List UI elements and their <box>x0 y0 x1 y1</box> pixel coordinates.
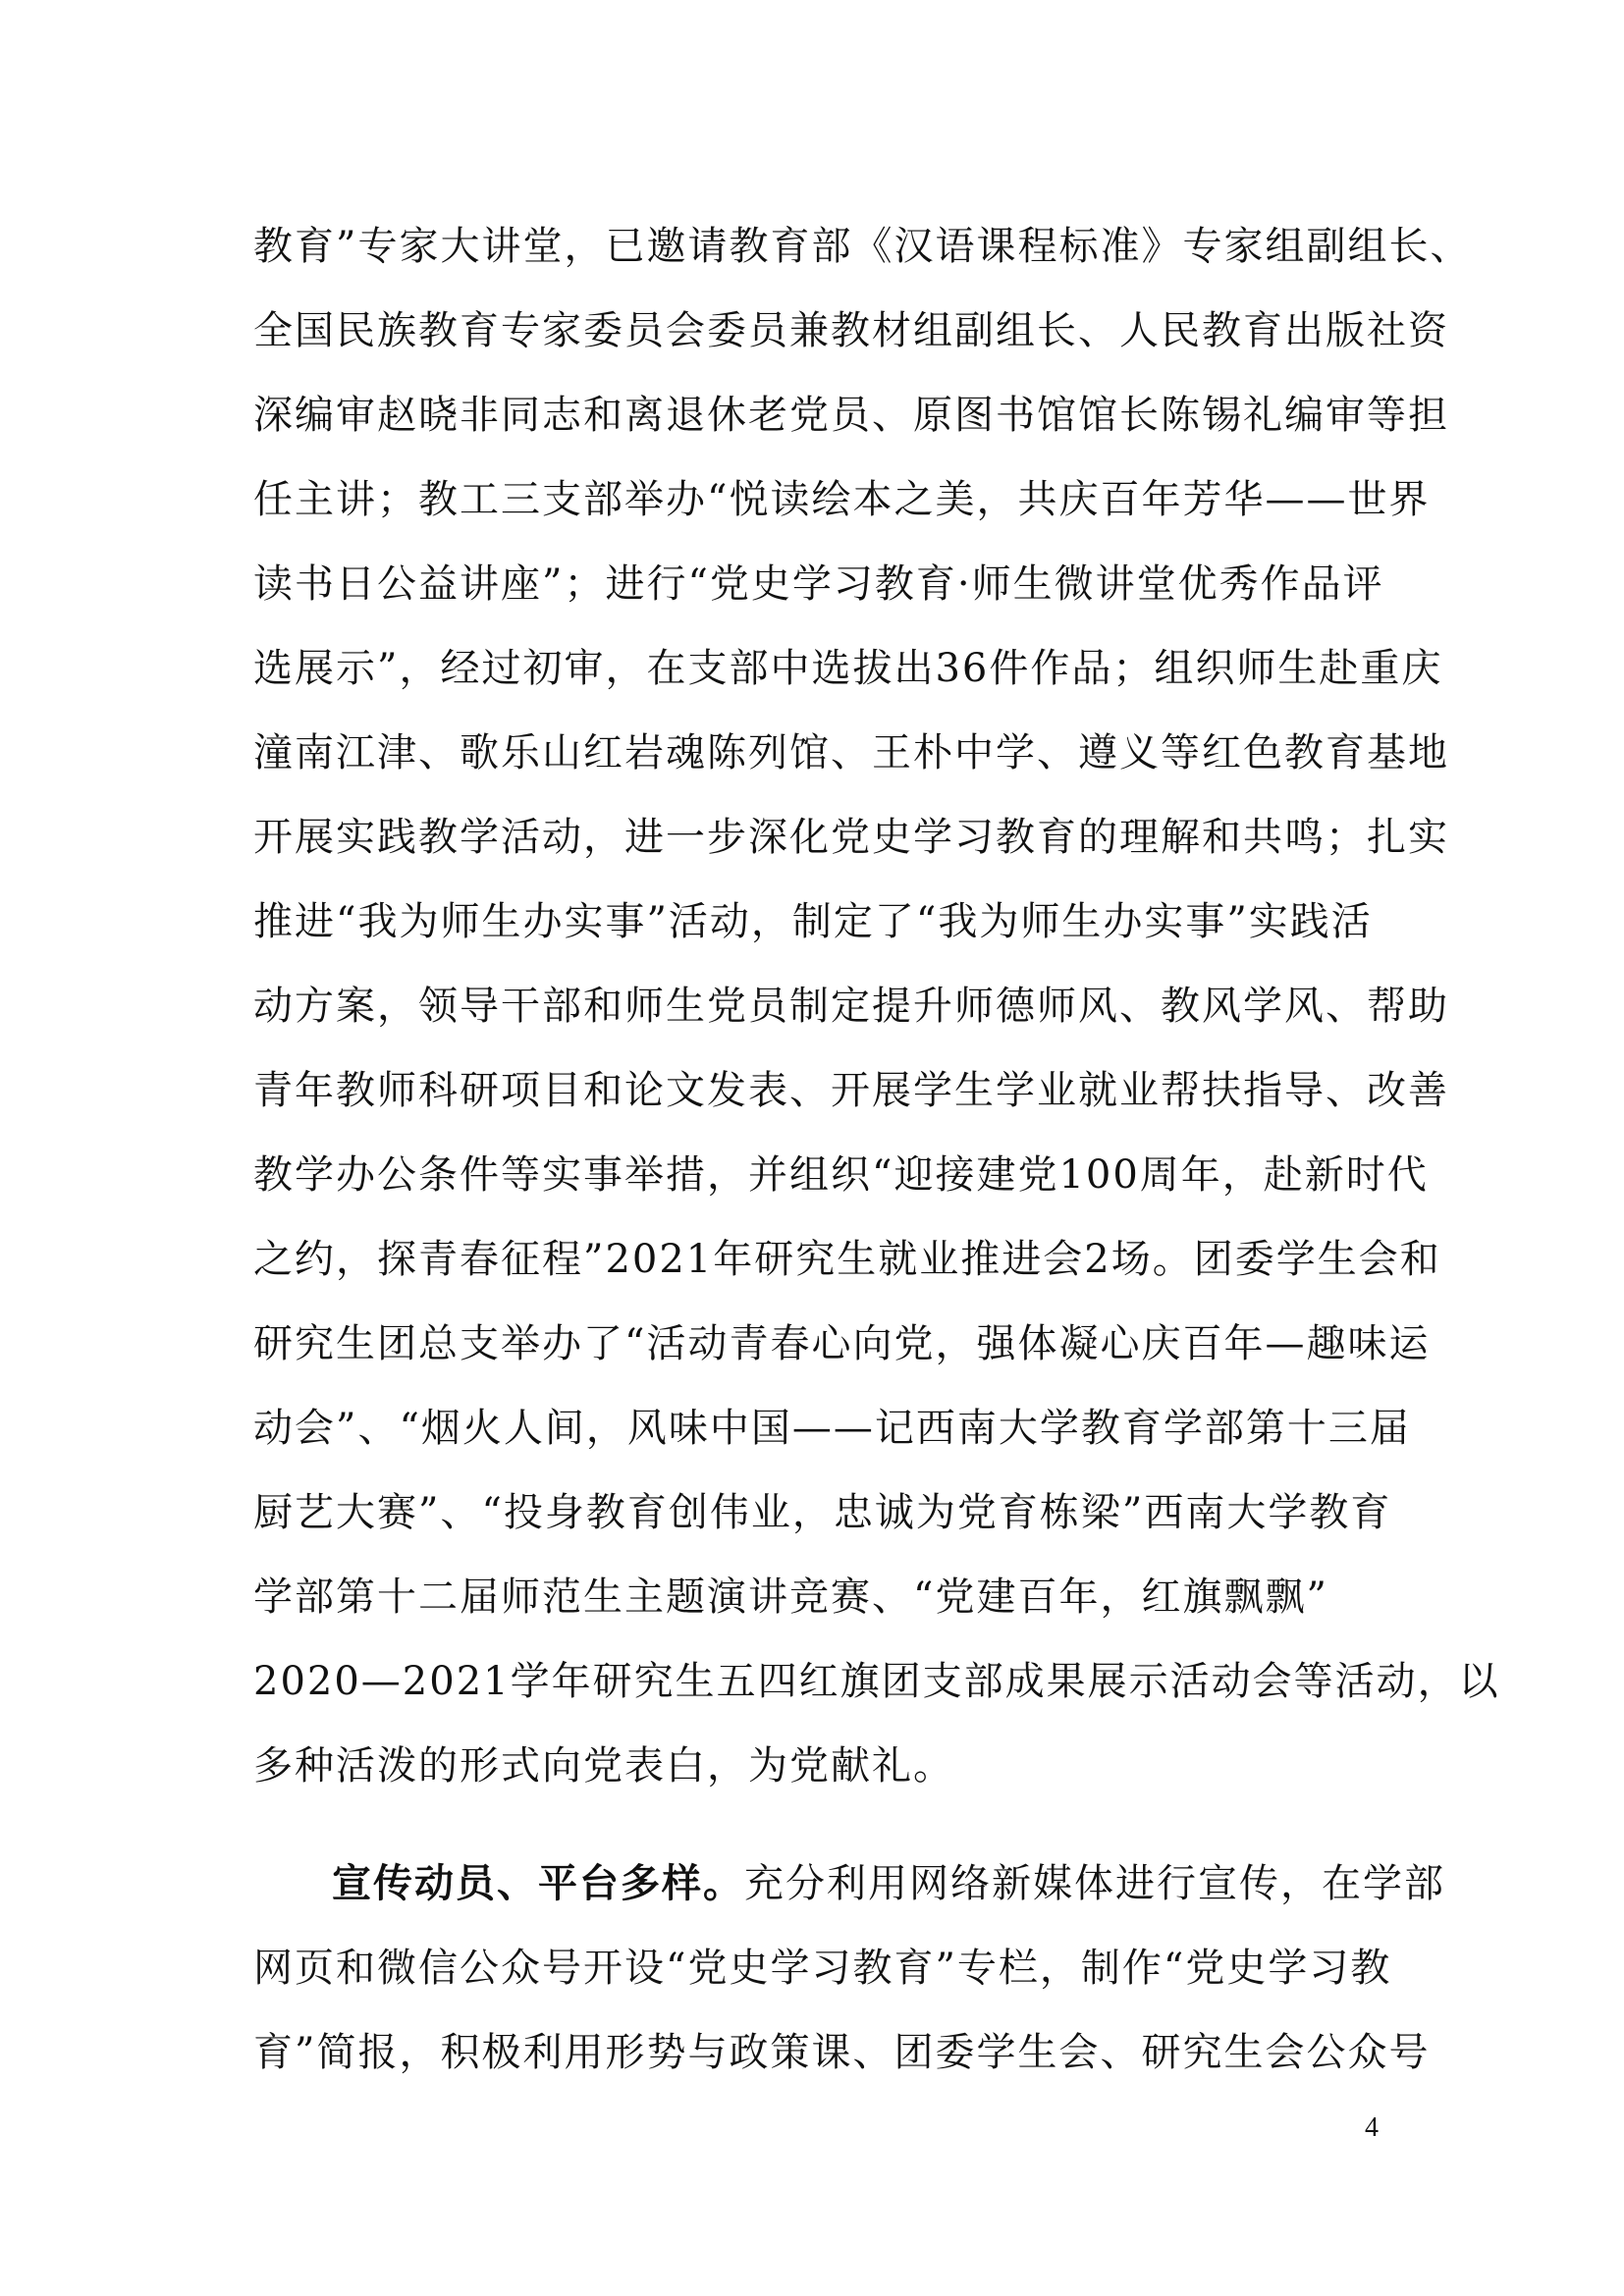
text-line: 网页和微信公众号开设“党史学习教育”专栏，制作“党史学习教 <box>253 1946 1392 1991</box>
text-line: 任主讲；教工三支部举办“悦读绘本之美，共庆百年芳华——世界 <box>253 477 1431 522</box>
text-line: 2020—2021学年研究生五四红旗团支部成果展示活动会等活动，以 <box>253 1659 1500 1704</box>
text-line: 动方案，领导干部和师生党员制定提升师德师风、教风学风、帮助 <box>253 984 1449 1029</box>
text-line: 选展示”，经过初审，在支部中选拔出36件作品；组织师生赴重庆 <box>253 646 1443 691</box>
body-text <box>253 204 1500 2095</box>
text-line: 推进“我为师生办实事”活动，制定了“我为师生办实事”实践活 <box>253 899 1373 944</box>
paragraph-1 <box>253 204 1500 1808</box>
text-line: 厨艺大赛”、“投身教育创伟业，忠诚为党育栋梁”西南大学教育 <box>253 1490 1392 1535</box>
paragraph-spacer <box>253 1808 1373 1842</box>
text-line: 开展实践教学活动，进一步深化党史学习教育的理解和共鸣；扎实 <box>253 815 1449 860</box>
text-line: 之约，探青春征程”2021年研究生就业推进会2场。团委学生会和 <box>253 1237 1441 1282</box>
text-line: 青年教师科研项目和论文发表、开展学生学业就业帮扶指导、改善 <box>253 1068 1449 1113</box>
text-line: 教育”专家大讲堂，已邀请教育部《汉语课程标准》专家组副组长、 <box>253 224 1472 269</box>
text-line: 动会”、“烟火人间，风味中国——记西南大学教育学部第十三届 <box>253 1406 1411 1451</box>
paragraph-text: 充分利用网络新媒体进行宣传，在学部 <box>744 1861 1445 1906</box>
text-line: 研究生团总支举办了“活动青春心向党，强体凝心庆百年—趣味运 <box>253 1321 1431 1366</box>
text-line: 全国民族教育专家委员会委员兼教材组副组长、人民教育出版社资 <box>253 308 1449 353</box>
text-line: 潼南江津、歌乐山红岩魂陈列馆、王朴中学、遵义等红色教育基地 <box>253 730 1449 775</box>
text-line: 多种活泼的形式向党表白，为党献礼。 <box>253 1743 954 1789</box>
text-line: 学部第十二届师范生主题演讲竞赛、“党建百年，红旗飘飘” <box>253 1575 1328 1620</box>
text-line-first <box>253 1842 1445 1926</box>
text-line: 教学办公条件等实事举措，并组织“迎接建党100周年，赴新时代 <box>253 1152 1429 1198</box>
text-line: 深编审赵晓非同志和离退休老党员、原图书馆馆长陈锡礼编审等担 <box>253 393 1449 438</box>
paragraph-heading: 宣传动员、平台多样。 <box>332 1860 744 1906</box>
text-line: 育”简报，积极利用形势与政策课、团委学生会、研究生会公众号 <box>253 2030 1431 2075</box>
page-number: 4 <box>1365 2112 1379 2143</box>
text-line: 读书日公益讲座”；进行“党史学习教育·师生微讲堂优秀作品评 <box>253 561 1384 607</box>
paragraph-2 <box>253 1842 1445 2095</box>
